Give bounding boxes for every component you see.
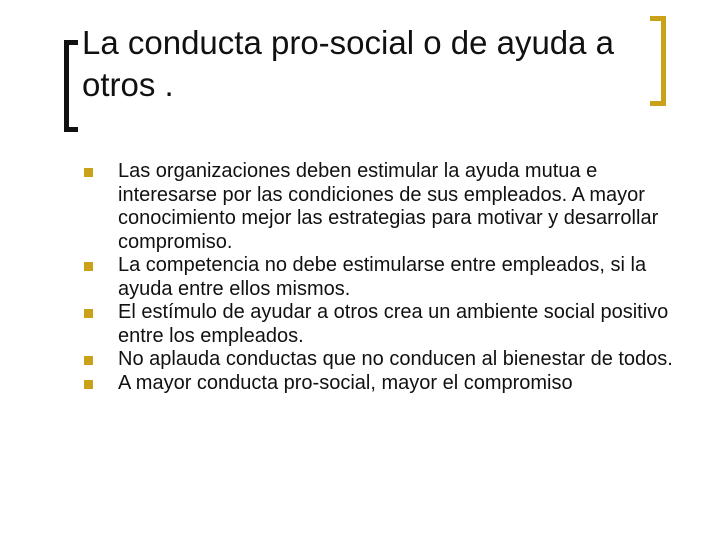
bullet-text: No aplauda conductas que no conducen al bienestar de todos. — [118, 348, 673, 370]
bullet-text: El estímulo de ayudar a otros crea un ambiente social positivo entre los empleados. — [118, 301, 669, 347]
slide-title: La conducta pro-social o de ayuda a otros . — [82, 24, 615, 103]
bullet-text: Las organizaciones deben estimular la ayuda mutua e interesarse por las condiciones de sus empleados. A mayor conocimiento mejor las estrategias para motivar y desarrollar compromiso. — [118, 160, 659, 253]
square-bullet-icon — [84, 380, 93, 389]
bullet-list — [82, 160, 682, 395]
list-item — [82, 160, 682, 254]
square-bullet-icon — [84, 168, 93, 177]
bullet-text: La competencia no debe estimularse entre empleados, si la ayuda entre ellos mismos. — [118, 254, 647, 300]
list-item — [82, 372, 682, 396]
list-item — [82, 301, 682, 348]
right-bracket-decoration — [650, 16, 666, 106]
square-bullet-icon — [84, 309, 93, 318]
square-bullet-icon — [84, 356, 93, 365]
list-item — [82, 254, 682, 301]
square-bullet-icon — [84, 262, 93, 271]
left-bracket-decoration — [64, 40, 78, 132]
list-item — [82, 348, 682, 372]
bullet-text: A mayor conducta pro-social, mayor el compromiso — [118, 371, 573, 394]
